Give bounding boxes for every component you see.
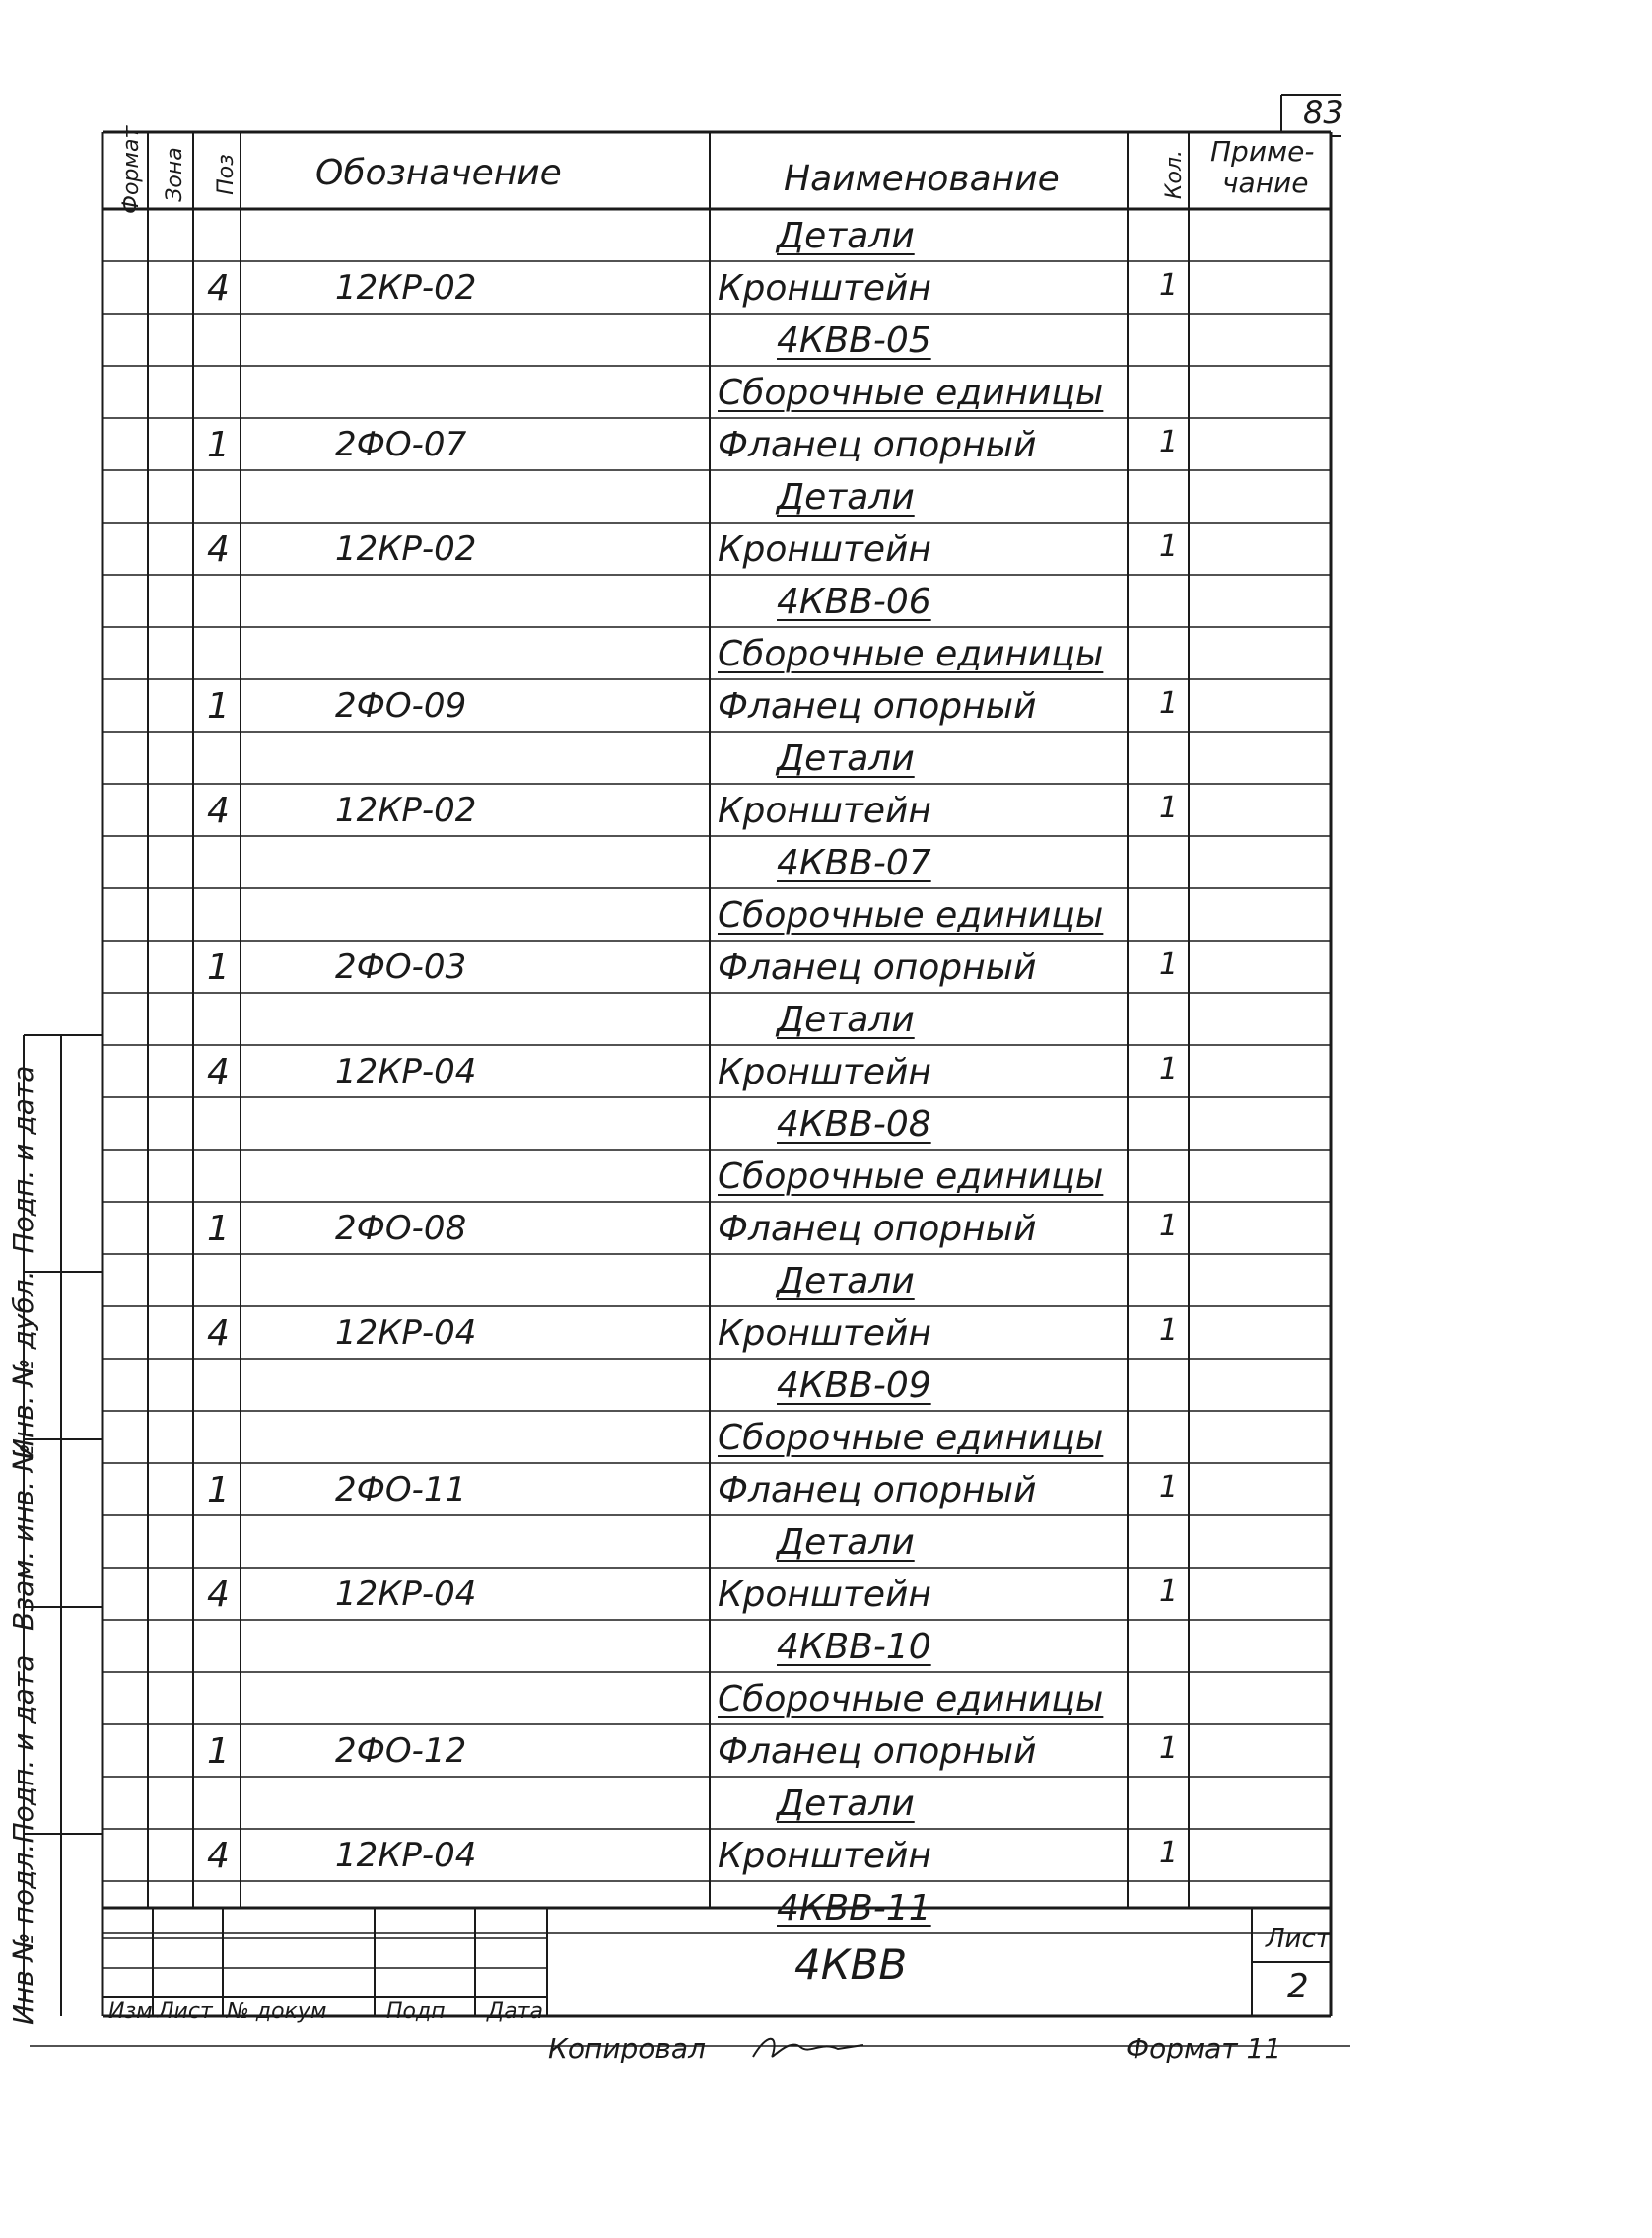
row-name: 4КВВ-11 [777, 1888, 931, 1928]
row-position: 4 [207, 1574, 230, 1615]
row-designation: 2ФО-12 [335, 1731, 467, 1771]
stamp-col-change: Изм [108, 1999, 153, 2024]
row-quantity: 1 [1159, 1836, 1179, 1870]
header-position: Поз [214, 154, 239, 195]
sheet-value: 2 [1287, 1967, 1309, 2006]
stamp-col-sign: Подп [386, 1999, 446, 2024]
row-quantity: 1 [1159, 1574, 1179, 1609]
row-name: Фланец опорный [718, 425, 1037, 465]
format-label: Формат 11 [1126, 2032, 1282, 2064]
row-name: Детали [777, 1261, 915, 1301]
row-designation: 2ФО-11 [335, 1470, 467, 1509]
row-name: Кронштейн [718, 268, 931, 309]
row-name: Кронштейн [718, 791, 931, 831]
row-quantity: 1 [1159, 1052, 1179, 1086]
row-name: Кронштейн [718, 1052, 931, 1092]
row-name: 4КВВ-05 [777, 320, 931, 361]
row-quantity: 1 [1159, 686, 1179, 721]
row-position: 1 [207, 1209, 230, 1249]
row-name: Кронштейн [718, 1836, 931, 1876]
row-position: 1 [207, 1470, 230, 1510]
row-designation: 12КР-02 [335, 268, 477, 308]
side-label-inv-dup: Инв. № дубл. [7, 1270, 39, 1459]
row-name: 4КВВ-06 [777, 582, 931, 622]
row-designation: 12КР-02 [335, 529, 477, 569]
row-position: 4 [207, 1836, 230, 1876]
row-position: 4 [207, 529, 230, 570]
stamp-col-sheet: Лист [158, 1999, 213, 2024]
copied-by: Копировал [548, 2032, 706, 2064]
row-name: 4КВВ-07 [777, 843, 931, 883]
row-name: Фланец опорный [718, 947, 1037, 988]
row-position: 4 [207, 1313, 230, 1354]
row-designation: 2ФО-03 [335, 947, 467, 987]
row-position: 1 [207, 686, 230, 727]
row-designation: 2ФО-09 [335, 686, 467, 726]
row-name: Детали [777, 216, 915, 256]
row-name: Кронштейн [718, 1574, 931, 1615]
row-name: 4КВВ-10 [777, 1627, 931, 1667]
row-designation: 12КР-04 [335, 1836, 477, 1875]
sheet-label: Лист [1266, 1924, 1331, 1954]
row-name: Фланец опорный [718, 1470, 1037, 1510]
row-name: 4КВВ-09 [777, 1365, 931, 1406]
header-format: Формат [119, 125, 144, 214]
row-name: 4КВВ-08 [777, 1104, 931, 1145]
header-quantity: Кол. [1162, 149, 1187, 200]
row-name: Детали [777, 1000, 915, 1040]
row-name: Сборочные единицы [718, 634, 1104, 674]
row-position: 4 [207, 1052, 230, 1092]
side-label-sign-date-2: Подп. и дата [7, 1654, 39, 1844]
row-quantity: 1 [1159, 1313, 1179, 1348]
row-quantity: 1 [1159, 791, 1179, 825]
row-designation: 2ФО-07 [335, 425, 467, 464]
row-position: 4 [207, 791, 230, 831]
row-quantity: 1 [1159, 1470, 1179, 1504]
row-designation: 12КР-02 [335, 791, 477, 830]
row-position: 4 [207, 268, 230, 309]
row-name: Сборочные единицы [718, 373, 1104, 413]
row-quantity: 1 [1159, 425, 1179, 459]
row-name: Фланец опорный [718, 1731, 1037, 1772]
side-label-replace-inv: Взам. инв. № [7, 1442, 39, 1631]
row-name: Сборочные единицы [718, 1418, 1104, 1458]
row-quantity: 1 [1159, 1731, 1179, 1766]
header-note-line1: Приме- [1210, 135, 1315, 168]
row-name: Детали [777, 477, 915, 518]
row-name: Детали [777, 1522, 915, 1563]
row-designation: 12КР-04 [335, 1052, 477, 1091]
row-name: Сборочные единицы [718, 1679, 1104, 1719]
row-name: Фланец опорный [718, 1209, 1037, 1249]
row-designation: 12КР-04 [335, 1574, 477, 1614]
row-quantity: 1 [1159, 529, 1179, 564]
stamp-col-date: Дата [487, 1999, 543, 2024]
side-label-sign-date-1: Подп. и дата [7, 1065, 39, 1254]
header-name: Наименование [784, 159, 1060, 199]
copier-signature-icon [749, 2027, 867, 2069]
stamp-col-doc-no: № докум [227, 1999, 327, 2024]
row-name: Сборочные единицы [718, 1156, 1104, 1197]
row-designation: 12КР-04 [335, 1313, 477, 1353]
side-label-inv-orig: Инв № подл. [7, 1843, 39, 2025]
row-name: Кронштейн [718, 529, 931, 570]
row-quantity: 1 [1159, 1209, 1179, 1243]
row-quantity: 1 [1159, 268, 1179, 303]
row-name: Фланец опорный [718, 686, 1037, 727]
row-name: Детали [777, 1783, 915, 1824]
sheet-number: 83 [1303, 94, 1343, 131]
row-name: Детали [777, 738, 915, 779]
row-designation: 2ФО-08 [335, 1209, 467, 1248]
row-position: 1 [207, 947, 230, 988]
row-quantity: 1 [1159, 947, 1179, 982]
document-code: 4КВВ [794, 1940, 908, 1989]
header-note-line2: чание [1222, 167, 1309, 199]
row-position: 1 [207, 425, 230, 465]
row-name: Кронштейн [718, 1313, 931, 1354]
row-name: Сборочные единицы [718, 895, 1104, 936]
header-zone: Зона [163, 147, 187, 202]
row-position: 1 [207, 1731, 230, 1772]
header-designation: Обозначение [315, 153, 562, 193]
